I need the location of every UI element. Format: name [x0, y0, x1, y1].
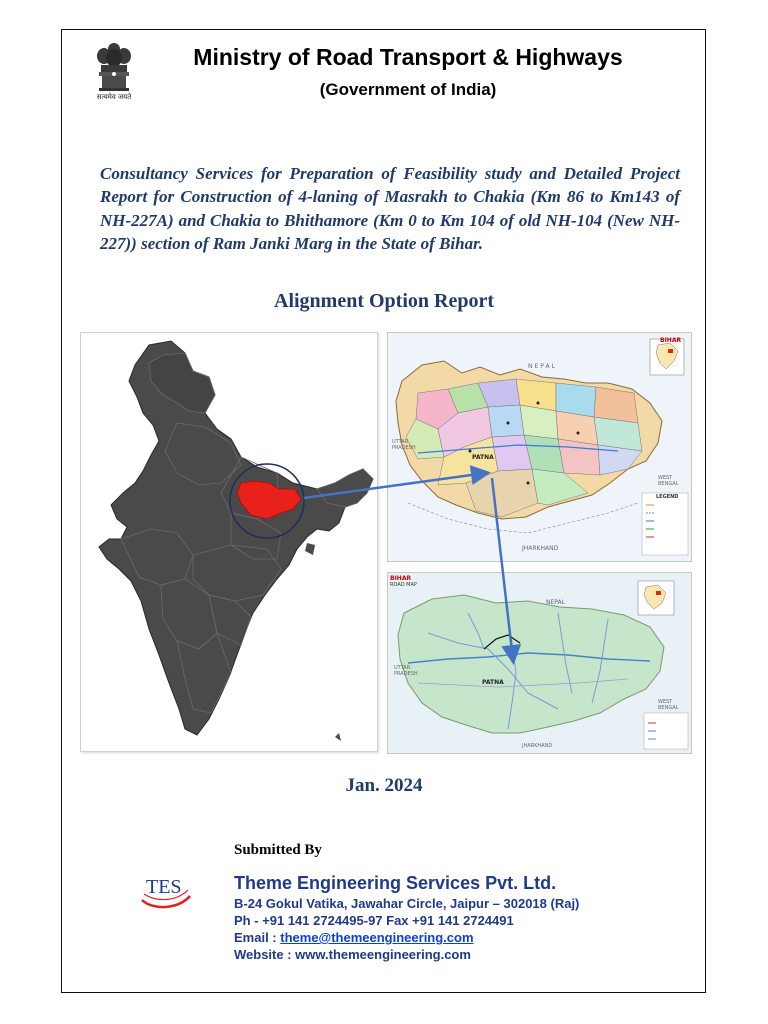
company-phone: Ph - +91 141 2724495-97 Fax +91 141 2724491	[234, 913, 514, 928]
project-description: Consultancy Services for Preparation of Feasibility study and Detailed Project Report for Construction of 4-laning of Masrakh to Chakia (Km 86 to Km143 of NH-227A) and Chakia to Bhithamore (Km 0 to Km 104 of old NH-104 (New NH-227)) section of Ram Janki Marg in the State of Bihar.	[100, 164, 680, 254]
company-website: Website : www.themeengineering.com	[234, 947, 471, 962]
emblem-caption: सत्यमेव जयते	[96, 93, 132, 101]
bihar-district-map	[387, 332, 692, 562]
india-map-panel	[80, 332, 378, 752]
company-name: Theme Engineering Services Pvt. Ltd.	[234, 873, 557, 893]
report-date: Jan. 2024	[345, 775, 423, 796]
government-subtitle: (Government of India)	[319, 80, 497, 99]
bihar-district-up-label: UTTAR PRADESH	[392, 439, 416, 451]
company-address: B-24 Gokul Vatika, Jawahar Circle, Jaipur – 302018 (Raj)	[234, 896, 580, 911]
bihar-road-wb-label: WEST BENGAL	[658, 699, 679, 711]
bihar-district-capital-label: PATNA	[472, 454, 494, 461]
email-link[interactable]: theme@themeengineering.com	[280, 930, 474, 945]
tes-logo	[138, 874, 194, 914]
report-title: Alignment Option Report	[274, 290, 494, 312]
bihar-district-jharkhand-label: JHARKHAND	[522, 545, 559, 552]
bihar-road-jharkhand-label: JHARKHAND	[522, 743, 553, 749]
company-email-line	[234, 930, 474, 945]
bihar-road-map	[387, 572, 692, 754]
india-map-icon	[81, 333, 377, 751]
bihar-district-legend-title: LEGEND	[656, 494, 679, 500]
email-label: Email :	[234, 930, 281, 945]
bihar-road-map-icon	[388, 573, 691, 753]
bihar-road-badge-sub: ROAD MAP	[390, 582, 417, 588]
ministry-title: Ministry of Road Transport & Highways	[193, 44, 623, 70]
bihar-road-nepal-label: NEPAL	[546, 599, 565, 606]
bihar-road-capital-label: PATNA	[482, 679, 504, 686]
bihar-road-up-label: UTTAR PRADESH	[394, 665, 418, 677]
submitted-by-label: Submitted By	[234, 842, 322, 858]
bihar-district-wb-label: WEST BENGAL	[658, 475, 679, 487]
bihar-district-nepal-label: NEPAL	[528, 363, 557, 370]
bihar-road-badge: BIHAR	[390, 575, 412, 582]
tes-logo-text: TES	[146, 876, 182, 898]
bihar-district-badge: BIHAR	[660, 337, 682, 344]
